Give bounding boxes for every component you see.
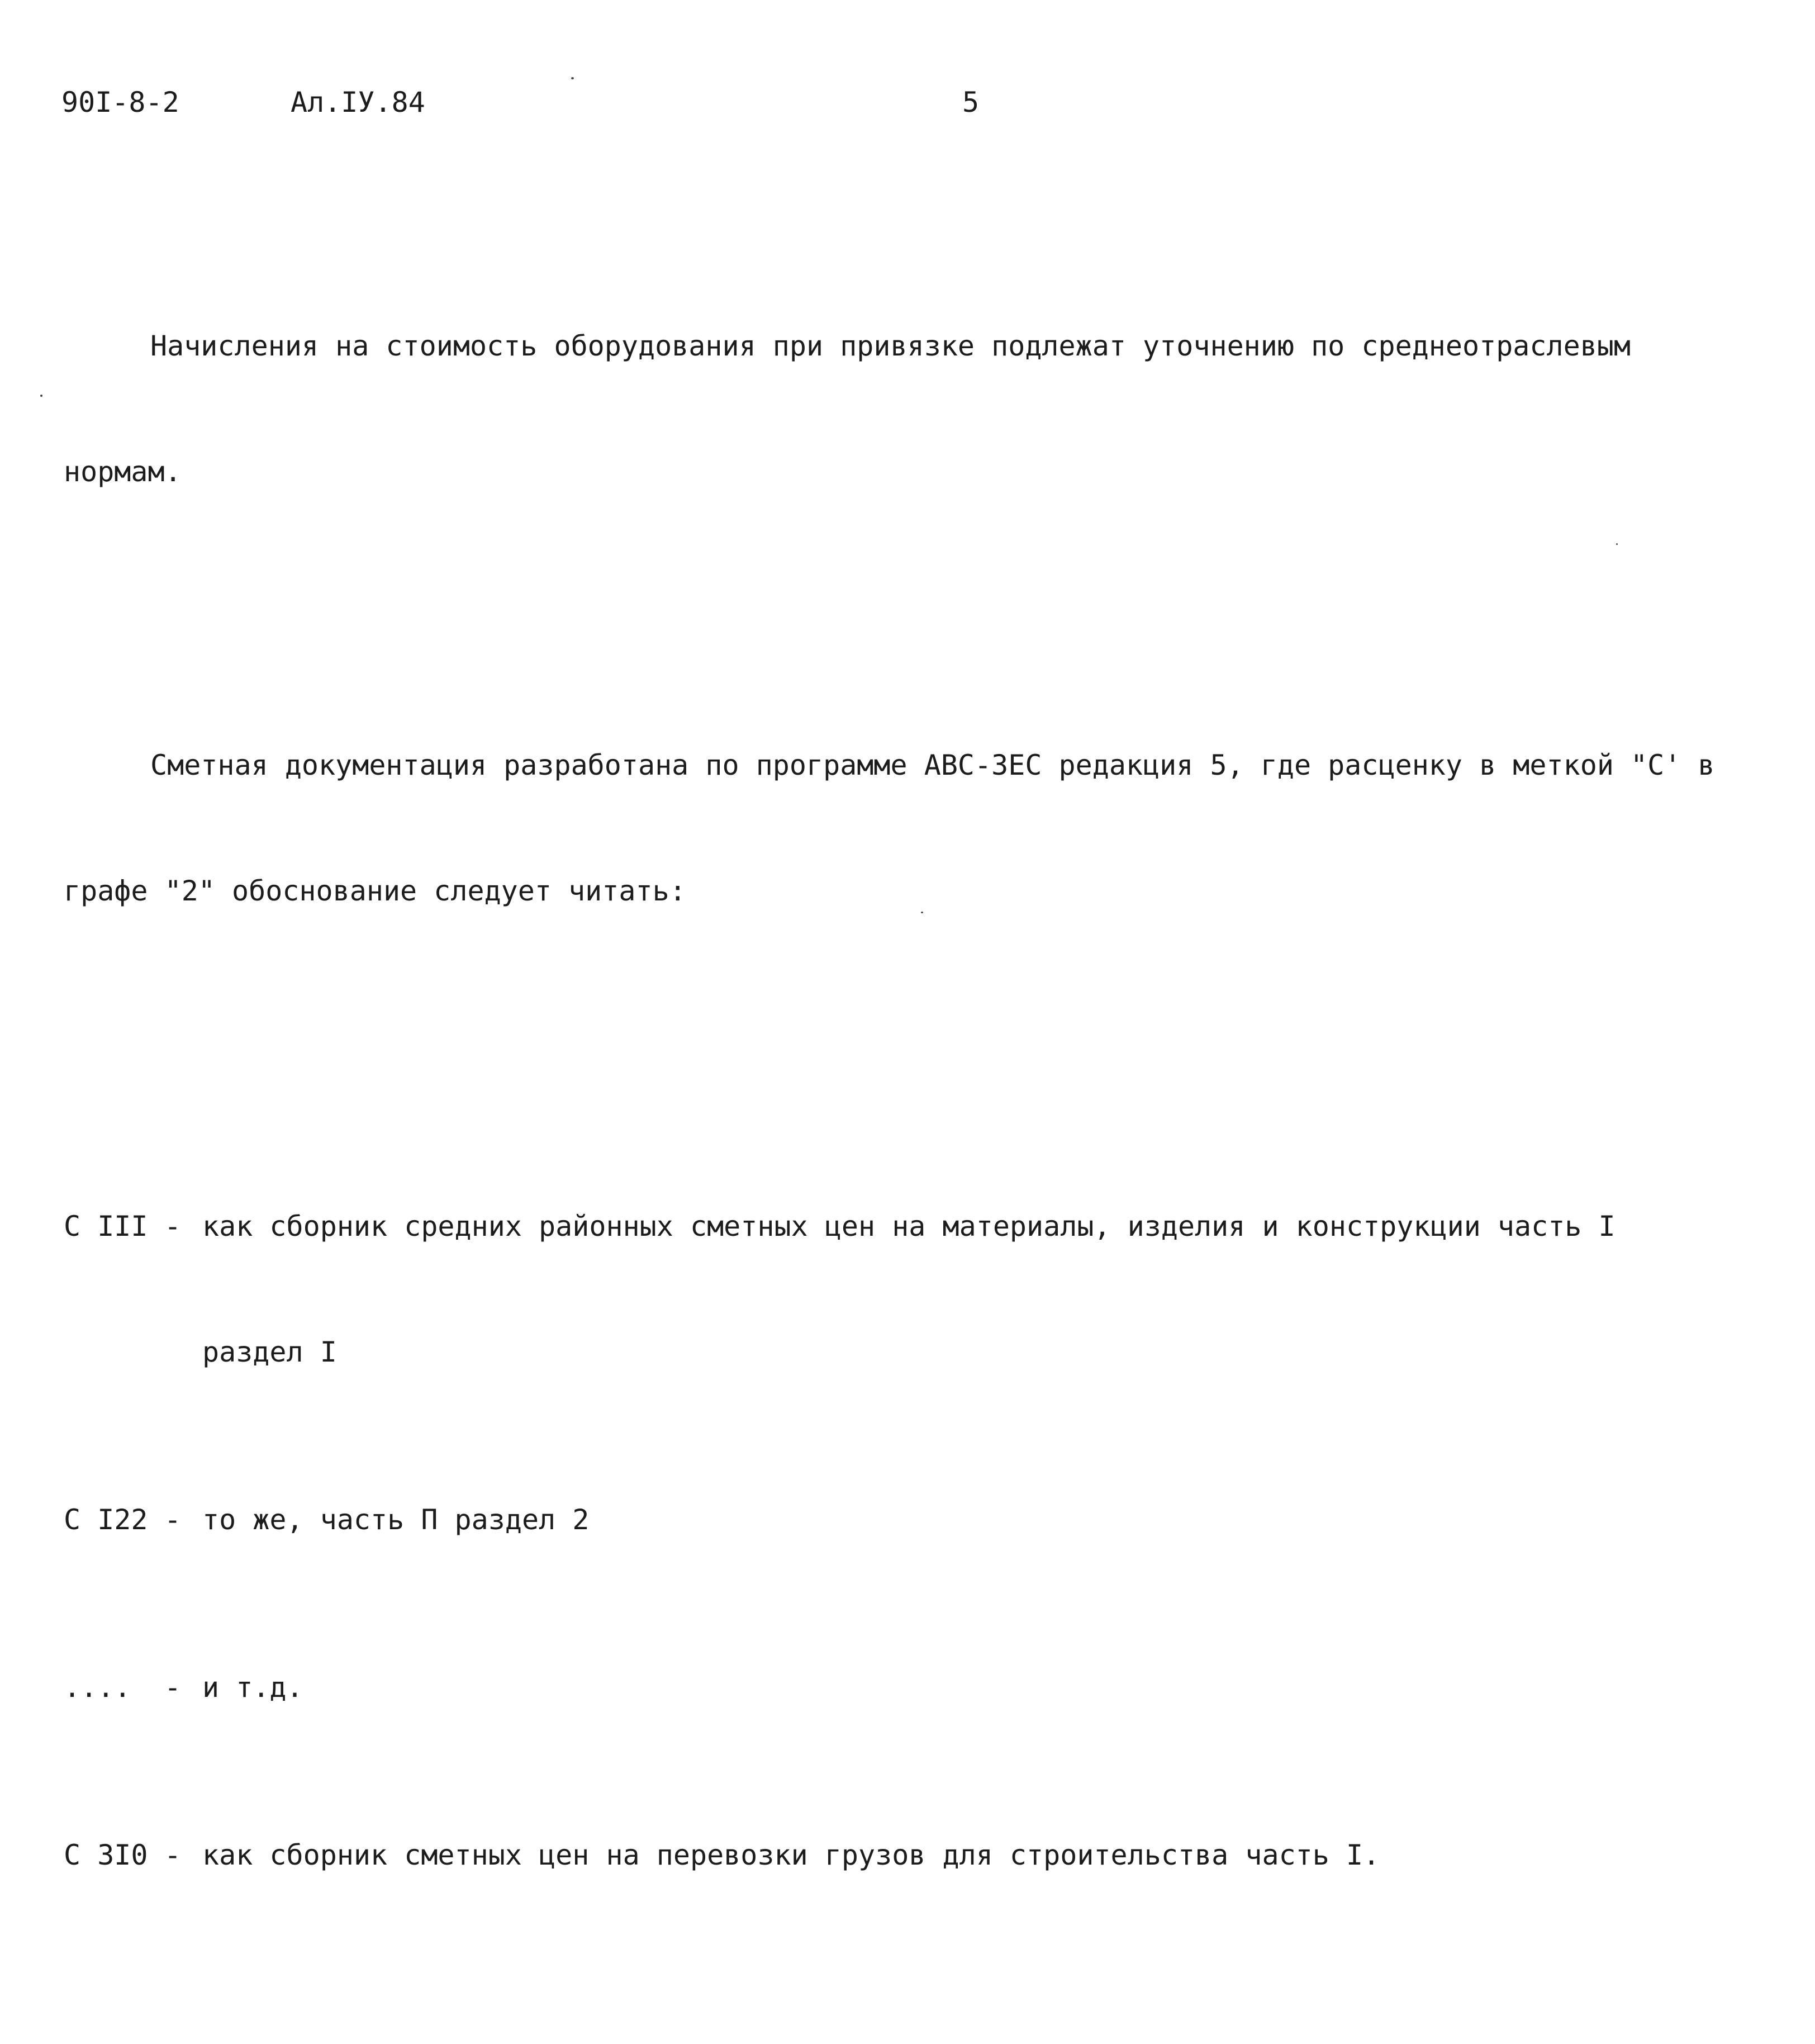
paragraph-estimate-documentation: [64, 661, 1774, 996]
entry-dash: -: [164, 1671, 182, 1704]
code-entry: [64, 1499, 1774, 1541]
paragraph-line: графе "2" обоснование следует читать:: [64, 875, 686, 907]
entry-dash: -: [164, 1839, 182, 1871]
paragraph-line: Начисления на стоимость оборудования при привязке подлежат уточнению по среднеотраслевым: [150, 330, 1631, 362]
entry-description: и т.д.: [202, 1671, 303, 1704]
paragraph-equipment-charges: [64, 241, 1774, 577]
page-number: 5: [962, 86, 980, 118]
entry-code: С I22: [64, 1504, 148, 1536]
entry-continuation: раздел I: [202, 1336, 337, 1368]
entry-dash: -: [164, 1210, 182, 1242]
entry-description: как сборник сметных цен на перевозки грузов для строительства часть I.: [202, 1839, 1380, 1871]
entry-description: как сборник средних районных сметных цен на материалы, изделия и конструкции часть I: [202, 1210, 1616, 1242]
code-entry: [64, 1206, 1774, 1248]
entry-dash: -: [164, 1504, 182, 1536]
code-list: [64, 1122, 1774, 1960]
entry-code: С 3I0: [64, 1839, 148, 1871]
album-reference: Ал.IУ.84: [291, 86, 425, 118]
entry-code: ....: [64, 1671, 131, 1704]
code-entry: [64, 1834, 1774, 1876]
scan-speck: [921, 912, 923, 913]
page-header: [61, 83, 1738, 122]
scan-speck: [40, 395, 42, 397]
scan-speck: [571, 77, 574, 79]
entry-description: то же, часть П раздел 2: [202, 1504, 590, 1536]
paragraph-line: нормам.: [64, 456, 182, 488]
scan-speck: [1616, 543, 1618, 545]
code-entry: [64, 1667, 1774, 1709]
document-body: [64, 158, 1774, 2044]
entry-code: С III: [64, 1210, 148, 1242]
document-code: 90I-8-2: [61, 86, 179, 118]
paragraph-line: Сметная документация разработана по программе АВС-ЗЕС редакция 5, где расценку в меткой "С' в: [150, 749, 1715, 781]
